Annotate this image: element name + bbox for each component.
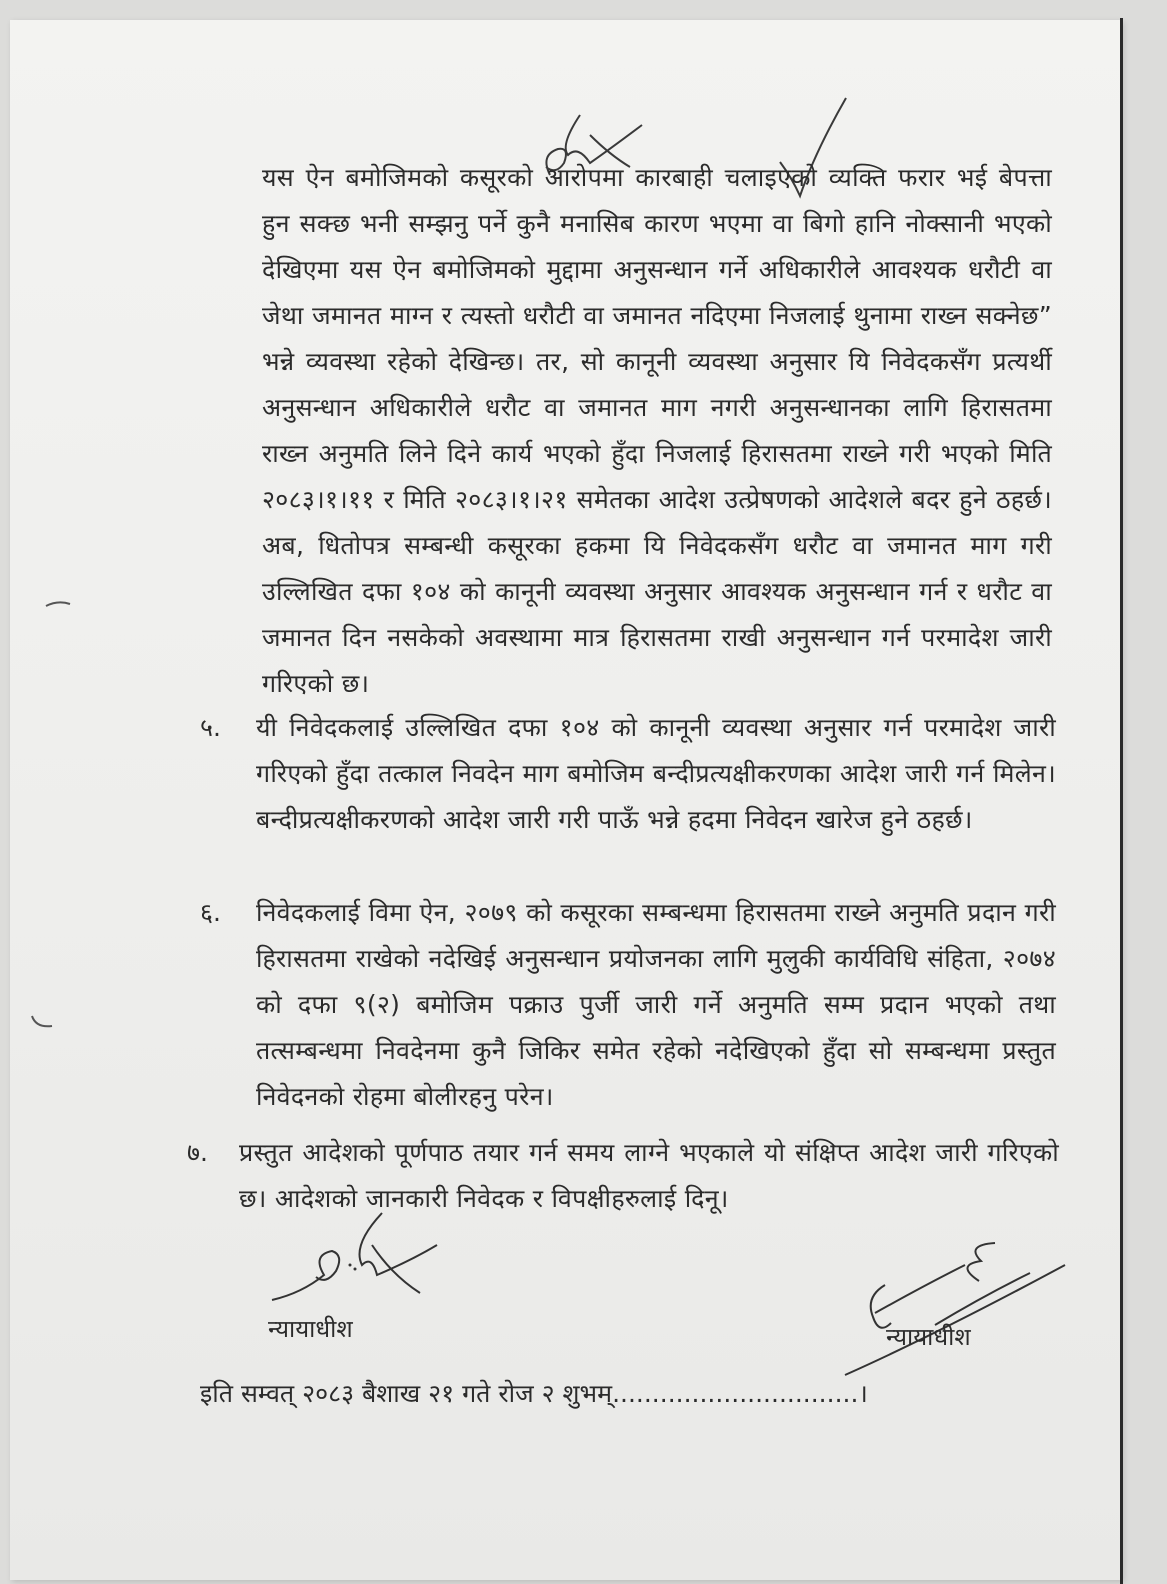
judge-signature-right: [815, 1225, 1075, 1390]
page-mark: [44, 596, 74, 610]
footer-dots: ...............................।: [612, 1379, 868, 1408]
judge-label-left: न्यायाधीश: [268, 1315, 353, 1343]
item-number: ६.: [200, 898, 221, 927]
item-text: प्रस्तुत आदेशको पूर्णपाठ तयार गर्न समय लाग्ने भएकाले यो संक्षिप्त आदेश जारी गरिएको छ। आदेशको जानकारी निवेदक र विपक्षीहरुलाई दिनू।: [239, 1138, 1059, 1213]
judge-signature-left: [262, 1205, 462, 1315]
judge-label-right: न्यायाधीश: [886, 1323, 971, 1351]
item-text: यी निवेदकलाई उल्लिखित दफा १०४ को कानूनी व्यवस्था अनुसार गर्न परमादेश जारी गरिएको हुँदा तत्काल निवदेन माग बमोजिम बन्दीप्रत्यक्षीकरणका आदेश जारी गर्न मिलेन। बन्दीप्रत्यक्षीकरणको आदेश जारी गरी पाऊँ भन्ने हदमा निवेदन खारेज हुने ठहर्छ।: [256, 713, 1056, 834]
page-edge: [1120, 18, 1123, 1584]
footer-date-line: [200, 1374, 1060, 1414]
footer-date: इति सम्वत् २०८३ बैशाख २१ गते रोज २ शुभम्: [200, 1379, 613, 1408]
item-number: ७.: [187, 1138, 208, 1167]
item-text: निवेदकलाई विमा ऐन, २०७९ को कसूरका सम्बन्धमा हिरासतमा राख्ने अनुमति प्रदान गरी हिरासतमा राखेको नदेखिई अनुसन्धान प्रयोजनका लागि मुलुकी कार्यविधि संहिता, २०७४ को दफा ९(२) बमोजिम पक्राउ पुर्जी जारी गर्ने अनुमति सम्म प्रदान भएको तथा तत्सम्बन्धमा निवदेनमा कुनै जिकिर समेत रहेको नदेखिएको हुँदा सो सम्बन्धमा प्रस्तुत निवेदनको रोहमा बोलीरहनु परेन।: [256, 898, 1056, 1111]
intro-paragraph: यस ऐन बमोजिमको कसूरको आरोपमा कारबाही चलाइएको व्यक्ति फरार भई बेपत्ता हुन सक्छ भनी सम्झनु पर्ने कुनै मनासिब कारण भएमा वा बिगो हानि नोक्सानी भएको देखिएमा यस ऐन बमोजिमको मुद्दामा अनुसन्धान गर्ने अधिकारीले आवश्यक धरौटी वा जेथा जमानत माग्न र त्यस्तो धरौटी वा जमानत नदिएमा निजलाई थुनामा राख्न सक्नेछ” भन्ने व्यवस्था रहेको देखिन्छ। तर, सो कानूनी व्यवस्था अनुसार यि निवेदकसँग प्रत्यर्थी अनुसन्धान अधिकारीले धरौट वा जमानत माग नगरी अनुसन्धानका लागि हिरासतमा राख्न अनुमति लिने दिने कार्य भएको हुँदा निजलाई हिरासतमा राख्ने गरी भएको मिति २०८३।१।११ र मिति २०८३।१।२१ समेतका आदेश उत्प्रेषणको आदेशले बदर हुने ठहर्छ। अब, धितोपत्र सम्बन्धी कसूरका हकमा यि निवेदकसँग धरौट वा जमानत माग गरी उल्लिखित दफा १०४ को कानूनी व्यवस्था अनुसार आवश्यक अनुसन्धान गर्न र धरौट वा जमानत दिन नसकेको अवस्थामा मात्र हिरासतमा राखी अनुसन्धान गर्न परमादेश जारी गरिएको छ।: [262, 163, 1052, 698]
item-number: ५.: [200, 713, 221, 742]
page-mark: [28, 1014, 58, 1032]
